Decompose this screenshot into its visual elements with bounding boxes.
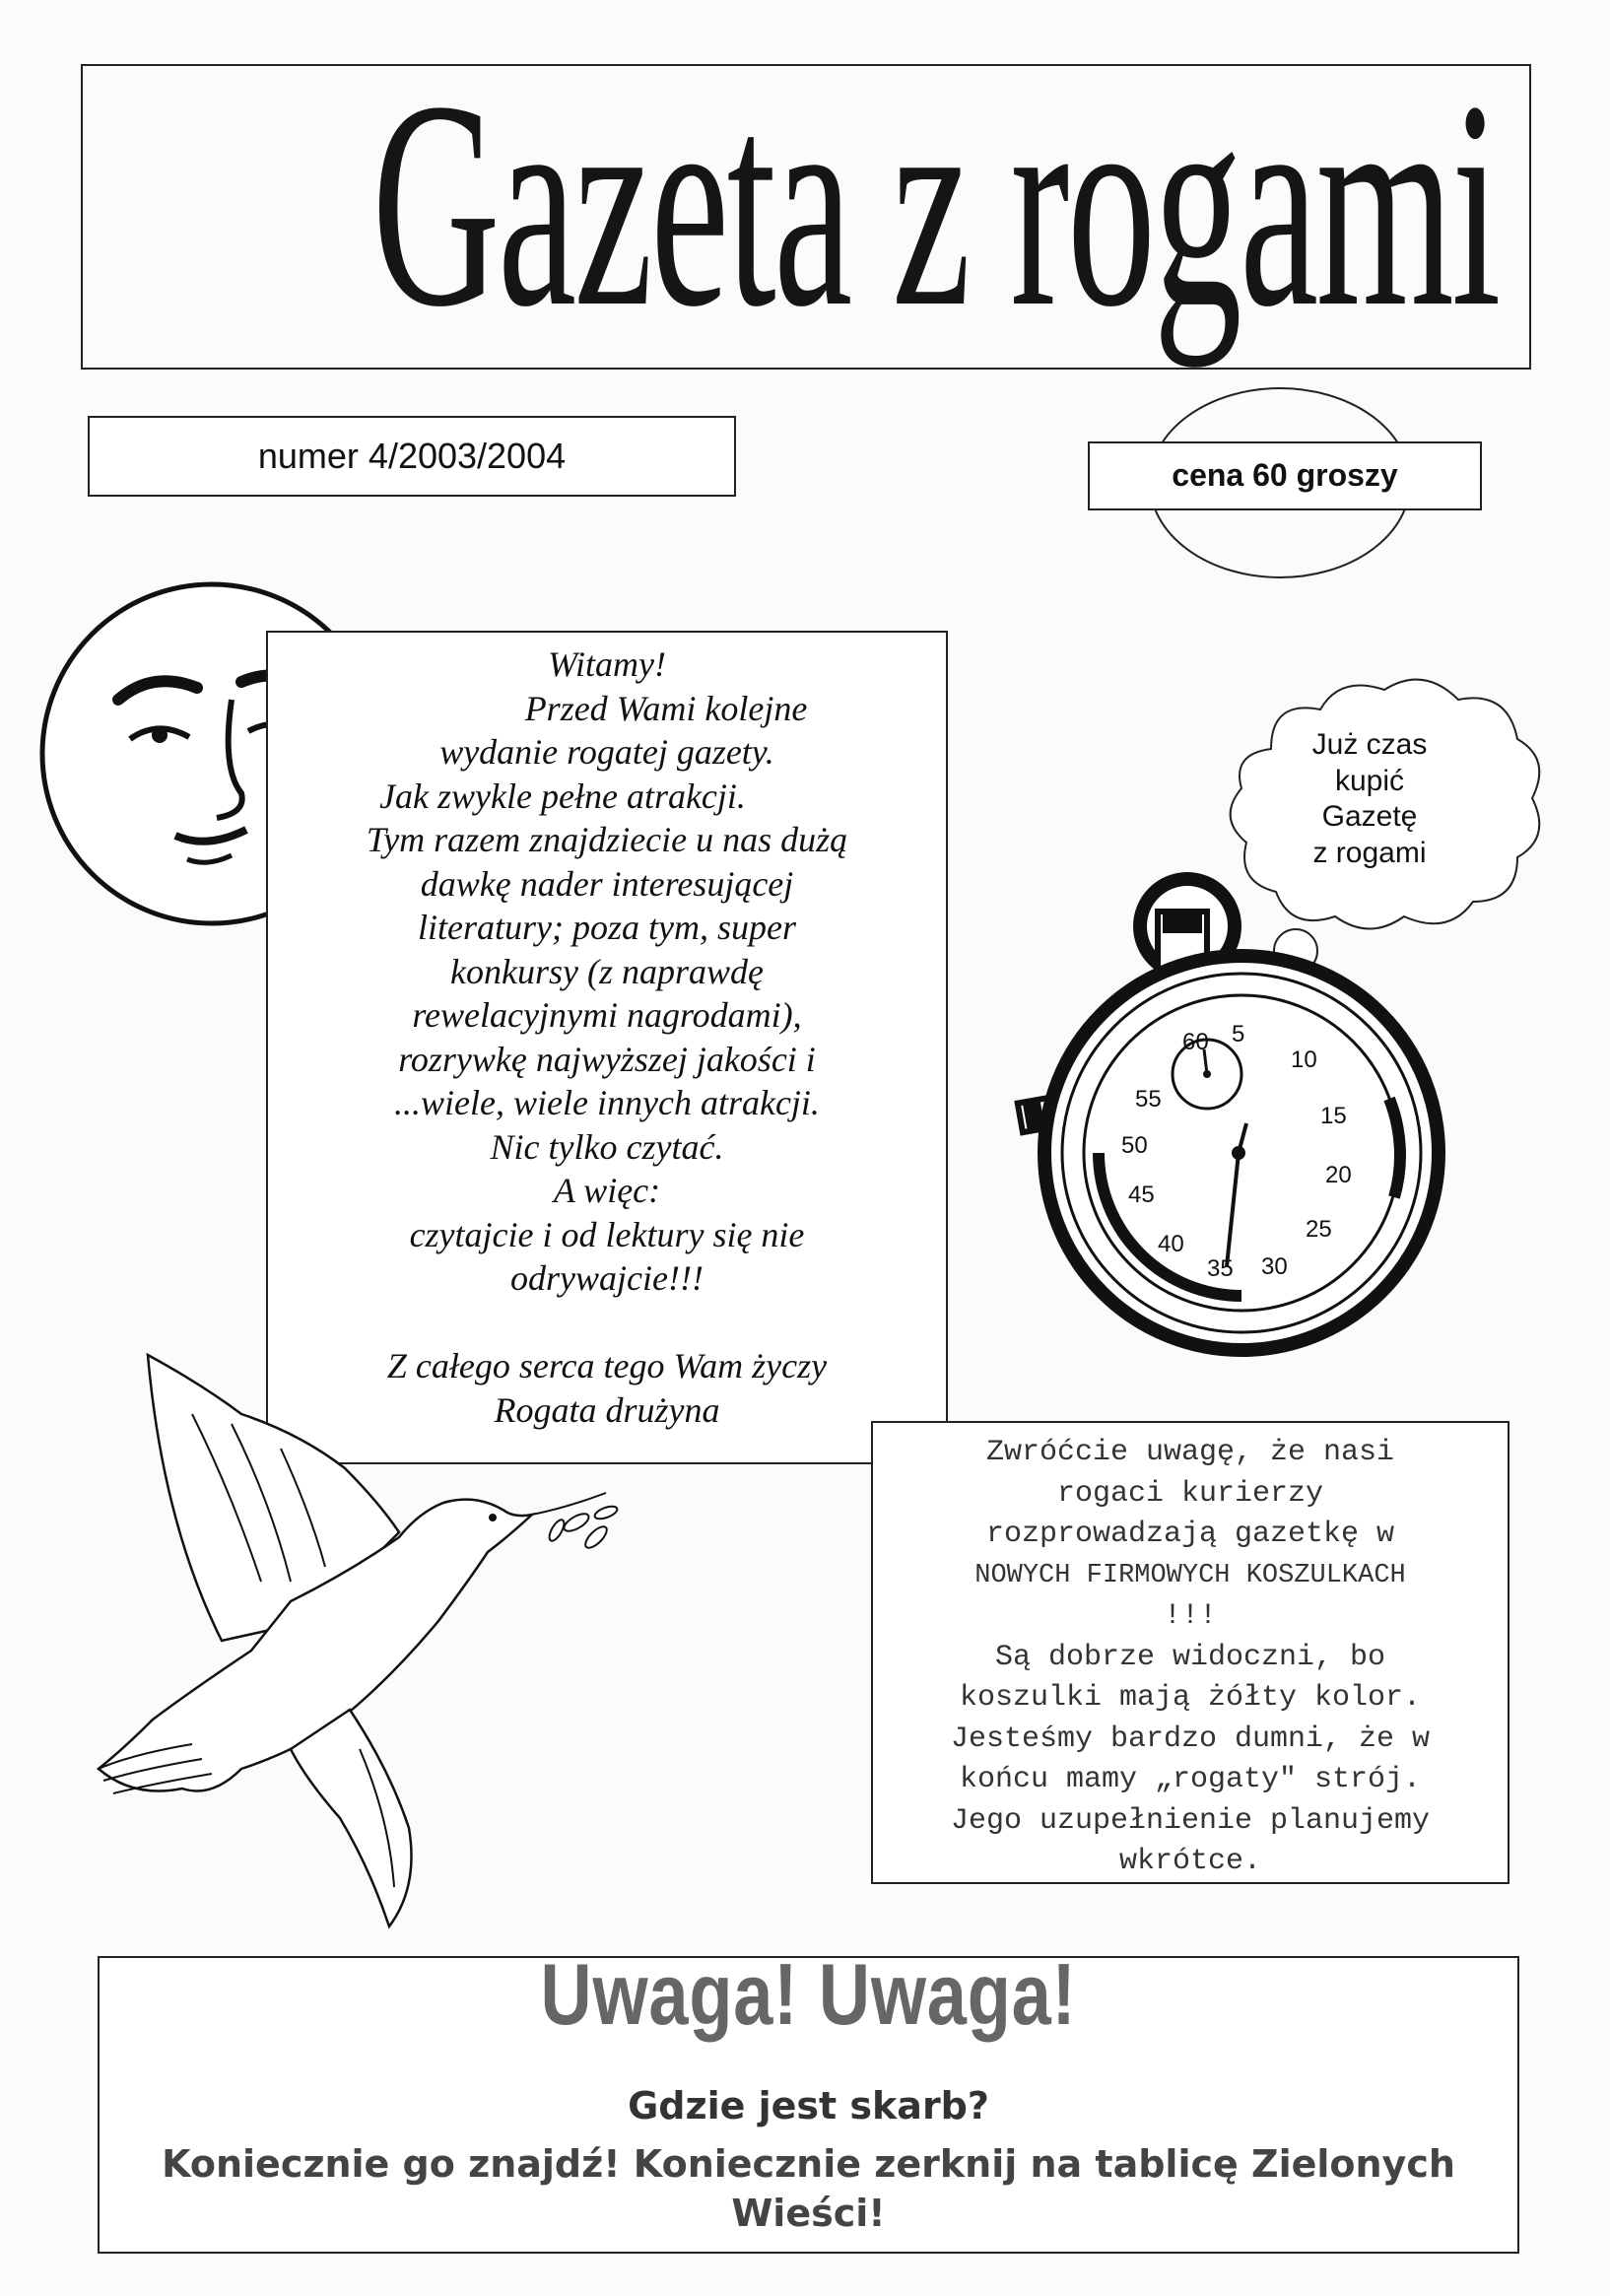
welcome-text [268, 642, 946, 1432]
notice-box [871, 1421, 1509, 1884]
welcome-line: czytajcie i od lektury się nie [409, 1214, 805, 1254]
bubble-text [1271, 727, 1468, 871]
welcome-line: A więc: [553, 1171, 661, 1210]
announcement-banner [98, 1945, 1519, 2254]
dove-icon [94, 1355, 685, 1936]
notice-line: koszulki mają żółty kolor. [959, 1681, 1422, 1715]
welcome-line: dawkę nader interesującej [420, 863, 794, 904]
welcome-line: wydanie rogatej gazety. [439, 732, 774, 772]
bubble-line: z rogami [1312, 836, 1427, 869]
welcome-line: rozrywkę najwyższej jakości i [398, 1039, 816, 1079]
notice-line: rozprowadzają gazetkę w [985, 1518, 1395, 1551]
welcome-line: Nic tylko czytać. [490, 1126, 724, 1167]
price-box [1088, 441, 1482, 510]
welcome-box [266, 631, 948, 1464]
dial-number: 30 [1261, 1253, 1288, 1280]
welcome-line: odrywajcie!!! [510, 1258, 704, 1298]
dial-number: 15 [1320, 1103, 1347, 1129]
banner-subtitle: Gdzie jest skarb? [628, 2084, 989, 2127]
notice-line: końcu mamy „rogaty" strój. [959, 1763, 1422, 1796]
bubble-line: Gazetę [1321, 800, 1418, 833]
welcome-line: konkursy (z naprawdę [450, 951, 764, 991]
notice-line: NOWYCH FIRMOWYCH KOSZULKACH [974, 1560, 1406, 1590]
welcome-line: rewelacyjnymi nagrodami), [412, 995, 802, 1035]
bubble-line: Już czas [1311, 728, 1428, 761]
bubble-line: kupić [1334, 764, 1405, 797]
welcome-line: literatury; poza tym, super [418, 908, 796, 947]
notice-line: Zwróćcie uwagę, że nasi [985, 1436, 1395, 1469]
issue-number-box [88, 416, 736, 497]
stopwatch-icon [1005, 872, 1468, 1355]
notice-line: rogaci kurierzy [1056, 1476, 1324, 1511]
dial-number: 45 [1128, 1182, 1155, 1208]
notice-line: !!! [1163, 1599, 1217, 1633]
dial-number: 55 [1135, 1086, 1162, 1113]
notice-text [881, 1433, 1500, 1883]
dial-number: 60 [1182, 1029, 1209, 1055]
dial-number: 5 [1232, 1021, 1245, 1047]
notice-line: Są dobrze widoczni, bo [994, 1640, 1386, 1674]
notice-line: Jesteśmy bardzo dumni, że w [950, 1722, 1431, 1756]
issue-number: numer 4/2003/2004 [257, 436, 567, 476]
price-label: cena 60 groszy [1172, 457, 1398, 493]
dial-number: 35 [1207, 1255, 1234, 1282]
notice-line: wkrótce. [1118, 1845, 1262, 1878]
welcome-line: Witamy! [548, 644, 666, 684]
banner-title: Uwaga! Uwaga! [540, 1945, 1077, 2043]
welcome-line: ...wiele, wiele innych atrakcji. [394, 1083, 820, 1122]
masthead-title: Gazeta z rogami [371, 40, 1499, 368]
welcome-line: Rogata drużyna [494, 1389, 720, 1430]
dial-number: 10 [1291, 1047, 1317, 1073]
welcome-line: Z całego serca tego Wam życzy [386, 1346, 828, 1385]
dial-number: 25 [1306, 1216, 1332, 1243]
dial-number: 20 [1325, 1162, 1352, 1188]
dial-number: 40 [1158, 1231, 1184, 1257]
welcome-line: Jak zwykle pełne atrakcji. [379, 776, 746, 816]
welcome-line: Tym razem znajdziecie u nas dużą [366, 820, 848, 859]
banner-body: Koniecznie go znajdź! Koniecznie zerknij na tablicę Zielonych Wieści! [162, 2142, 1455, 2235]
dial-number: 50 [1121, 1132, 1148, 1159]
welcome-line: Przed Wami kolejne [524, 688, 808, 728]
masthead [81, 40, 1531, 370]
welcome-line [268, 1301, 946, 1345]
notice-line: Jego uzupełnienie planujemy [950, 1803, 1431, 1838]
